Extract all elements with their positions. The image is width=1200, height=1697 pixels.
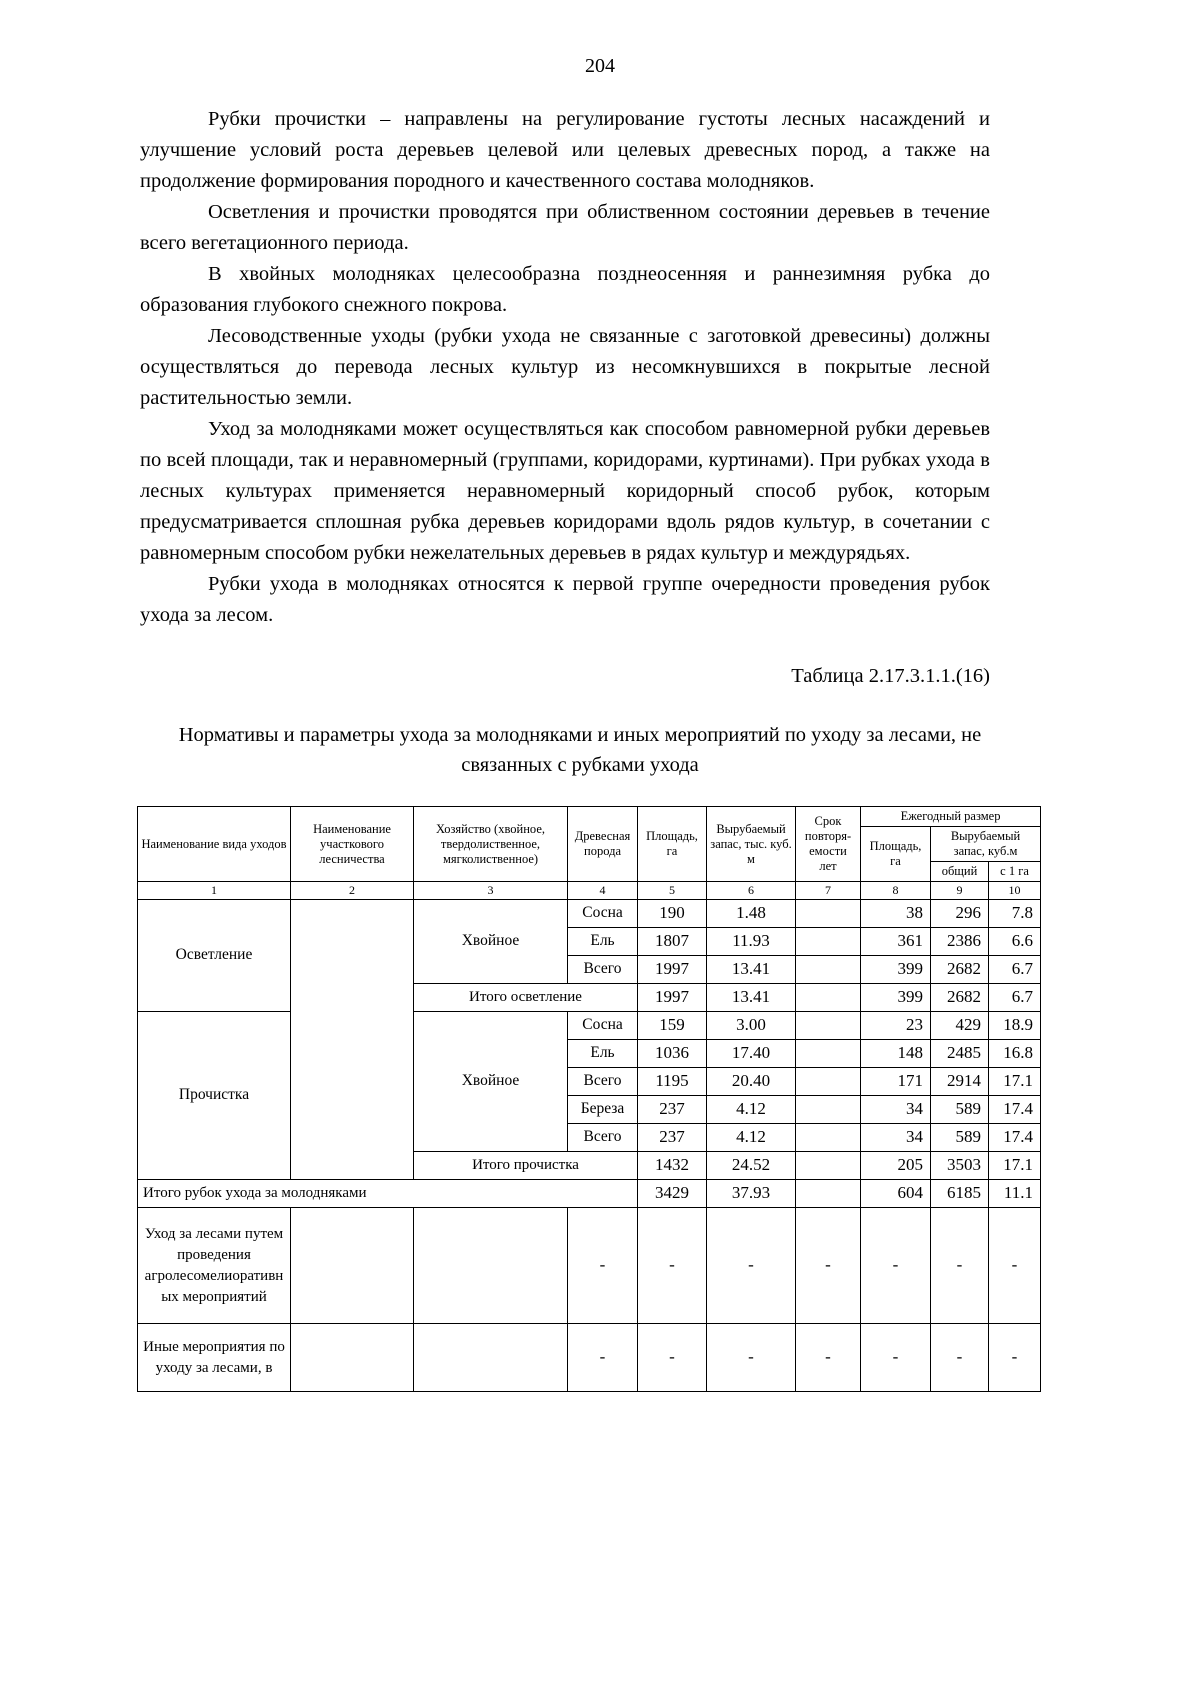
column-number: 9 [931, 882, 989, 900]
cell-annual-total: 589 [931, 1124, 989, 1152]
cell-term [796, 1180, 861, 1208]
cell-stock: - [707, 1208, 796, 1324]
cell-annual-area: 361 [861, 928, 931, 956]
cell-farm [414, 1208, 568, 1324]
cell-annual-total: 589 [931, 1096, 989, 1124]
cell-stock: 13.41 [707, 984, 796, 1012]
cell-species: Всего [568, 1124, 638, 1152]
cell-area: - [638, 1324, 707, 1392]
norms-table [137, 806, 1041, 1392]
table-title: Нормативы и параметры ухода за молодняками и иных мероприятий по уходу за лесами, не связанных с рубками ухода [178, 724, 982, 776]
cell-stock: 20.40 [707, 1068, 796, 1096]
cell-row-label: Иные мероприятия по уходу за лесами, в [138, 1324, 291, 1392]
cell-area: 1997 [638, 956, 707, 984]
cell-forestry [291, 1208, 414, 1324]
column-number: 7 [796, 882, 861, 900]
cell-annual-total: 6185 [931, 1180, 989, 1208]
header-farm-type: Хозяйство (хвойное, твердолиственное, мягколиственное) [414, 807, 568, 882]
cell-term [796, 928, 861, 956]
cell-term [796, 1124, 861, 1152]
column-number: 1 [138, 882, 291, 900]
column-number: 10 [989, 882, 1041, 900]
cell-annual-total: 2485 [931, 1040, 989, 1068]
cell-area: 159 [638, 1012, 707, 1040]
cell-annual-per-ha: 17.4 [989, 1096, 1041, 1124]
cell-annual-area: 34 [861, 1124, 931, 1152]
table-row [138, 1180, 1041, 1208]
cell-annual-per-ha: 16.8 [989, 1040, 1041, 1068]
header-annual-total: общий [931, 862, 989, 882]
cell-stock: 24.52 [707, 1152, 796, 1180]
cell-group-label: Прочистка [138, 1012, 291, 1180]
header-annual-per-ha: с 1 га [989, 862, 1041, 882]
column-number: 5 [638, 882, 707, 900]
cell-stock: 17.40 [707, 1040, 796, 1068]
cell-species: Ель [568, 1040, 638, 1068]
cell-species: Сосна [568, 1012, 638, 1040]
header-annual-stock: Вырубаемый запас, куб.м [931, 827, 1041, 862]
cell-annual-per-ha: 18.9 [989, 1012, 1041, 1040]
cell-farm [414, 1324, 568, 1392]
cell-species: - [568, 1208, 638, 1324]
cell-species: - [568, 1324, 638, 1392]
cell-stock: 4.12 [707, 1124, 796, 1152]
cell-annual-area: 38 [861, 900, 931, 928]
cell-species: Всего [568, 956, 638, 984]
cell-subtotal-label: Итого прочистка [414, 1152, 638, 1180]
column-number: 3 [414, 882, 568, 900]
cell-species: Береза [568, 1096, 638, 1124]
cell-area: 3429 [638, 1180, 707, 1208]
cell-annual-total: 429 [931, 1012, 989, 1040]
cell-term [796, 1096, 861, 1124]
cell-annual-area: 148 [861, 1040, 931, 1068]
cell-species: Ель [568, 928, 638, 956]
cell-annual-per-ha: - [989, 1208, 1041, 1324]
cell-annual-area: 399 [861, 984, 931, 1012]
cell-term: - [796, 1324, 861, 1392]
column-number: 2 [291, 882, 414, 900]
paragraph: Лесоводственные уходы (рубки ухода не связанные с заготовкой древесины) должны осуществляться до перевода лесных культур из несомкнувшихся в покрытые лесной растительностью земли. [140, 325, 990, 409]
paragraph: Рубки ухода в молодняках относятся к первой группе очередности проведения рубок ухода за лесом. [140, 573, 990, 626]
table-row [138, 1208, 1041, 1324]
cell-term [796, 984, 861, 1012]
cell-annual-total: - [931, 1208, 989, 1324]
column-number: 8 [861, 882, 931, 900]
header-district-forestry: Наименование участкового лесничества [291, 807, 414, 882]
cell-farm: Хвойное [414, 900, 568, 984]
cell-annual-per-ha: 7.8 [989, 900, 1041, 928]
table-row [138, 900, 1041, 928]
cell-term [796, 1040, 861, 1068]
cell-annual-total: 2386 [931, 928, 989, 956]
cell-annual-area: 399 [861, 956, 931, 984]
header-annual-area: Площадь, га [861, 827, 931, 882]
cell-annual-total: 296 [931, 900, 989, 928]
paragraph: Осветления и прочистки проводятся при облиственном состоянии деревьев в течение всего вегетационного периода. [140, 201, 990, 254]
cell-group-label: Осветление [138, 900, 291, 1012]
page-number: 204 [585, 55, 615, 77]
cell-annual-area: 205 [861, 1152, 931, 1180]
cell-area: 1997 [638, 984, 707, 1012]
cell-area: 1195 [638, 1068, 707, 1096]
cell-stock: 3.00 [707, 1012, 796, 1040]
cell-annual-area: 34 [861, 1096, 931, 1124]
table-label: Таблица 2.17.3.1.1.(16) [791, 665, 990, 687]
cell-annual-total: - [931, 1324, 989, 1392]
cell-area: 237 [638, 1096, 707, 1124]
cell-term [796, 900, 861, 928]
header-care-type: Наименование вида уходов [138, 807, 291, 882]
cell-area: 1432 [638, 1152, 707, 1180]
cell-annual-area: 604 [861, 1180, 931, 1208]
header-annual-size: Ежегодный размер [861, 807, 1041, 827]
cell-annual-per-ha: 17.4 [989, 1124, 1041, 1152]
column-number: 4 [568, 882, 638, 900]
cell-farm: Хвойное [414, 1012, 568, 1152]
cell-annual-per-ha: 11.1 [989, 1180, 1041, 1208]
cell-stock: 4.12 [707, 1096, 796, 1124]
cell-annual-per-ha: 17.1 [989, 1152, 1041, 1180]
cell-area: - [638, 1208, 707, 1324]
cell-total-label: Итого рубок ухода за молодняками [138, 1180, 638, 1208]
cell-annual-area: - [861, 1208, 931, 1324]
cell-subtotal-label: Итого осветление [414, 984, 638, 1012]
header-repeat-period: Срок повторя-емости лет [796, 807, 861, 882]
cell-area: 1807 [638, 928, 707, 956]
cell-area: 237 [638, 1124, 707, 1152]
cell-annual-total: 3503 [931, 1152, 989, 1180]
cell-row-label: Уход за лесами путем проведения агролесомелиоративных мероприятий [138, 1208, 291, 1324]
cell-annual-per-ha: - [989, 1324, 1041, 1392]
paragraph: Уход за молодняками может осуществляться как способом равномерной рубки деревьев по всей площади, так и неравномерный (группами, коридорами, куртинами). При рубках ухода в лесных культурах применяется неравномерный коридорный способ рубок, которым предусматривается сплошная рубка деревьев коридорами вдоль рядов культур, в сочетании с равномерным способом рубки нежелательных деревьев в рядах культур и междурядьях. [140, 418, 990, 564]
cell-stock: 1.48 [707, 900, 796, 928]
table-row [138, 1324, 1041, 1392]
cell-stock: 37.93 [707, 1180, 796, 1208]
cell-species: Сосна [568, 900, 638, 928]
cell-term: - [796, 1208, 861, 1324]
cell-term [796, 1068, 861, 1096]
header-area: Площадь, га [638, 807, 707, 882]
cell-stock: 13.41 [707, 956, 796, 984]
body-text [140, 104, 990, 631]
cell-annual-per-ha: 6.7 [989, 956, 1041, 984]
paragraph: Рубки прочистки – направлены на регулирование густоты лесных насаждений и улучшение условий роста деревьев целевой или целевых древесных пород, а также на продолжение формирования породного и качественного состава молодняков. [140, 108, 990, 192]
paragraph: В хвойных молодняках целесообразна позднеосенняя и раннезимняя рубка до образования глубокого снежного покрова. [140, 263, 990, 316]
cell-forestry [291, 900, 414, 1180]
cell-area: 190 [638, 900, 707, 928]
column-number: 6 [707, 882, 796, 900]
cell-annual-total: 2914 [931, 1068, 989, 1096]
cell-annual-total: 2682 [931, 956, 989, 984]
cell-annual-per-ha: 17.1 [989, 1068, 1041, 1096]
cell-annual-per-ha: 6.6 [989, 928, 1041, 956]
header-tree-species: Древесная порода [568, 807, 638, 882]
cell-species: Всего [568, 1068, 638, 1096]
table-row [138, 1012, 1041, 1040]
cell-area: 1036 [638, 1040, 707, 1068]
cell-stock: 11.93 [707, 928, 796, 956]
cell-annual-per-ha: 6.7 [989, 984, 1041, 1012]
cell-annual-area: 171 [861, 1068, 931, 1096]
cell-stock: - [707, 1324, 796, 1392]
header-harvest-volume: Вырубаемый запас, тыс. куб. м [707, 807, 796, 882]
cell-term [796, 956, 861, 984]
cell-annual-area: - [861, 1324, 931, 1392]
cell-forestry [291, 1324, 414, 1392]
cell-term [796, 1012, 861, 1040]
cell-annual-area: 23 [861, 1012, 931, 1040]
cell-annual-total: 2682 [931, 984, 989, 1012]
cell-term [796, 1152, 861, 1180]
